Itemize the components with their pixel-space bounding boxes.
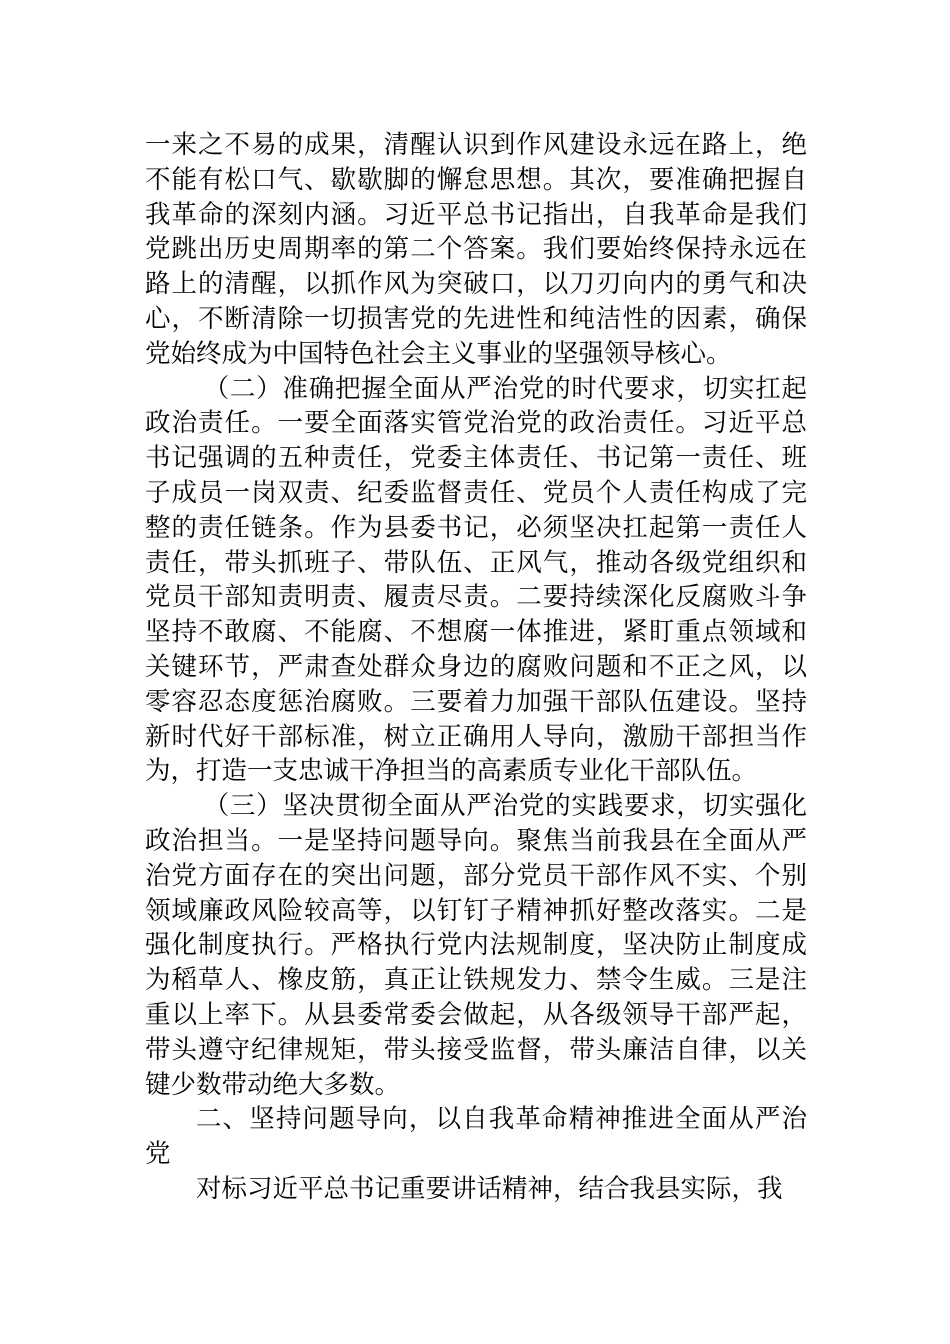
document-page [145, 128, 807, 1207]
section-heading: 二、坚持问题导向，以自我革命精神推进全面从严治党 [145, 1104, 807, 1170]
paragraph-subsection-2: （二）准确把握全面从严治党的时代要求，切实扛起政治责任。一要全面落实管党治党的政治责任。习近平总书记强调的五种责任，党委主体责任、书记第一责任、班子成员一岗双责、纪委监督责任、党员个人责任构成了完整的责任链条。作为县委书记，必须坚决扛起第一责任人责任，带头抓班子、带队伍、正风气，推动各级党组织和党员干部知责明责、履责尽责。二要持续深化反腐败斗争坚持不敢腐、不能腐、不想腐一体推进，紧盯重点领域和关键环节，严肃查处群众身边的腐败问题和不正之风，以零容忍态度惩治腐败。三要着力加强干部队伍建设。坚持新时代好干部标准，树立正确用人导向，激励干部担当作为，打造一支忠诚干净担当的高素质专业化干部队伍。 [145, 373, 807, 787]
paragraph-continuation: 一来之不易的成果，清醒认识到作风建设永远在路上，绝不能有松口气、歇歇脚的懈怠思想。其次，要准确把握自我革命的深刻内涵。习近平总书记指出，自我革命是我们党跳出历史周期率的第二个答案。我们要始终保持永远在路上的清醒，以抓作风为突破口，以刀刃向内的勇气和决心，不断清除一切损害党的先进性和纯洁性的因素，确保党始终成为中国特色社会主义事业的坚强领导核心。 [145, 130, 807, 369]
paragraph-subsection-3: （三）坚决贯彻全面从严治党的实践要求，切实强化政治担当。一是坚持问题导向。聚焦当前我县在全面从严治党方面存在的突出问题，部分党员干部作风不实、个别领域廉政风险较高等，以钉钉子精神抓好整改落实。二是强化制度执行。严格执行党内法规制度，坚决防止制度成为稻草人、橡皮筋，真正让铁规发力、禁令生威。三是注重以上率下。从县委常委会做起，从各级领导干部严起，带头遵守纪律规矩，带头接受监督，带头廉洁自律，以关键少数带动绝大多数。 [145, 791, 807, 1100]
paragraph-body: 对标习近平总书记重要讲话精神，结合我县实际，我 [196, 1173, 783, 1204]
